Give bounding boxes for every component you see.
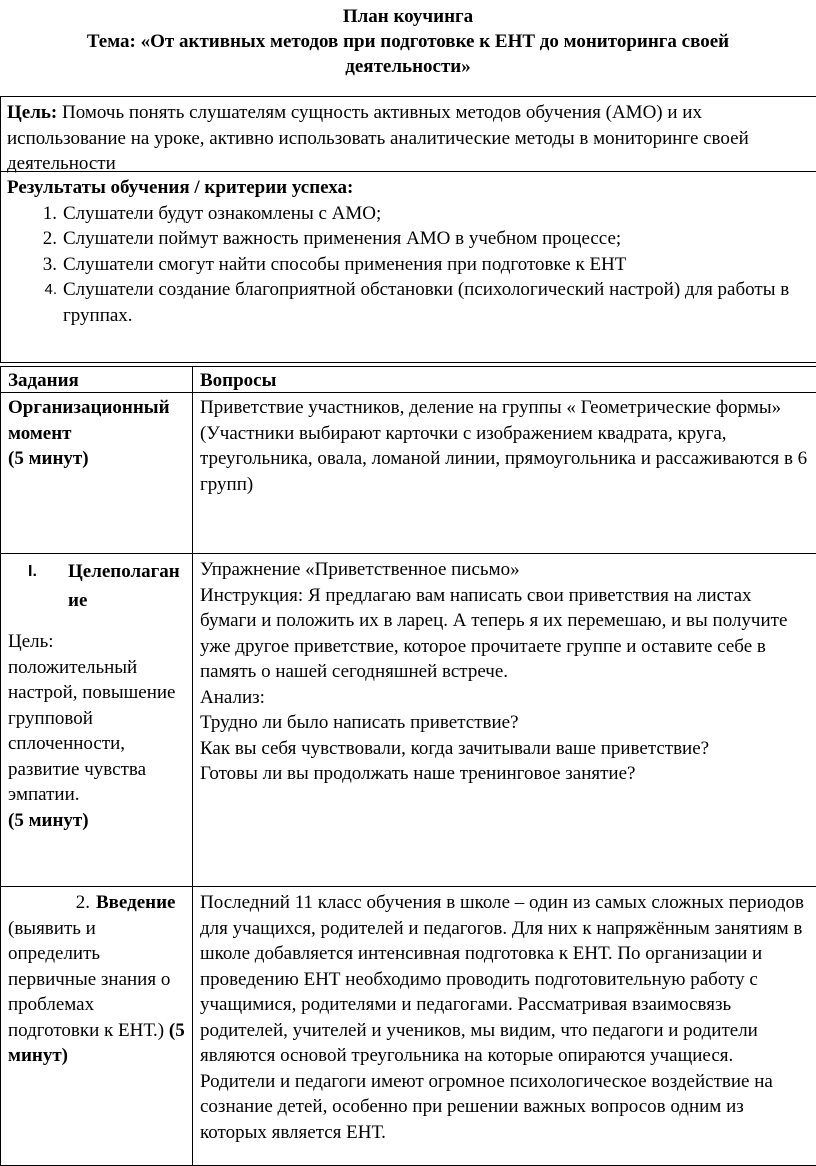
list-item-num: 4. xyxy=(44,281,57,298)
table-row-divider xyxy=(0,886,816,887)
exercise-instruction: Инструкция: Я предлагаю вам написать свои приветствия на листах бумаги и положить их в ларец. А теперь я их перемешаю, и вы получите уже другое приветствие, которое прочитаете группе и оставите себе в память о нашей сегодняшней встрече. xyxy=(200,584,788,682)
table-column-divider xyxy=(192,366,193,1166)
task-name: Целеполагание xyxy=(68,561,180,611)
task-name: Организационный момент xyxy=(8,397,170,444)
list-item-text: Слушатели поймут важность применения АМО в учебном процессе; xyxy=(63,228,622,249)
list-item-text: Слушатели создание благоприятной обстановки (психологический настрой) для работы в группах. xyxy=(63,279,790,326)
table-row-divider xyxy=(0,553,816,554)
table-row-task xyxy=(2,395,192,472)
list-item xyxy=(7,252,811,278)
plan-title: План коучинга xyxy=(342,6,474,27)
list-item-text: Слушатели смогут найти способы применения при подготовке к ЕНТ xyxy=(63,253,627,275)
task-time: (5 минут) xyxy=(8,448,89,469)
table-row-content xyxy=(194,557,816,787)
results-list xyxy=(7,201,811,329)
analysis-label: Анализ: xyxy=(200,686,265,708)
results-label: Результаты обучения / критерии успеха: xyxy=(7,177,354,198)
task-time: (5 минут) xyxy=(8,1019,185,1066)
table-header-questions: Вопросы xyxy=(200,370,277,391)
task-num: 2. xyxy=(75,892,90,913)
task-time: (5 минут) xyxy=(8,809,89,831)
results-box xyxy=(0,171,816,363)
list-item-text: Слушатели будут ознакомлены с АМО; xyxy=(63,202,382,224)
list-item xyxy=(7,277,811,328)
list-item-num: 1. xyxy=(42,202,57,224)
exercise-title: Упражнение «Приветственное письмо» xyxy=(200,559,520,580)
table-header-tasks: Задания xyxy=(8,370,79,391)
goal-text: Помочь понять слушателям сущность активных методов обучения (АМО) и их использование на уроке, активно использовать аналитические методы в мониторинге своей деятельности xyxy=(7,102,749,174)
table-row-task xyxy=(2,557,192,833)
analysis-question: Готовы ли вы продолжать наше тренинговое занятие? xyxy=(200,763,636,784)
list-item-num: 3. xyxy=(42,253,57,275)
task-num: I. xyxy=(28,563,37,580)
table-row-content: Последний 11 класс обучения в школе – один из самых сложных периодов для учащихся, родителей и педагогов. Для них к напряжённым занятиям в школе добавляется интенсивная подготовка к ЕНТ. По организации и проведению ЕНТ необходимо проводить подготовительную работу с учащимися, родителями и педагогами. Рассматривая взаимосвязь родителей, учителей и учеников, мы видим, что педагоги и родители являются основой треугольника на которые опираются учащиеся. Родители и педагоги имеют огромное психологическое воздействие на сознание детей, особенно при решении важных вопросов одним из которых является ЕНТ. xyxy=(200,892,804,1143)
task-heading xyxy=(8,890,186,916)
list-item-num: 2. xyxy=(42,228,57,249)
goal-label: Цель: xyxy=(7,102,58,123)
goal-box xyxy=(0,96,816,172)
table-row-content: Приветствие участников, деление на группы « Геометрические формы» (Участники выбирают карточки с изображением квадрата, круга, треугольника, овала, ломаной линии, прямоугольника и рассаживаются в 6 групп) xyxy=(200,397,808,495)
table-row-task xyxy=(2,890,192,1069)
task-description: (выявить и определить первичные знания о проблемах подготовки к ЕНТ.) xyxy=(8,917,171,1041)
task-heading xyxy=(8,557,186,615)
analysis-question: Трудно ли было написать приветствие? xyxy=(200,712,519,733)
list-item xyxy=(7,201,811,227)
list-item xyxy=(7,226,811,252)
theme-title-line1: Тема: «От активных методов при подготовке к ЕНТ до мониторинга своей xyxy=(86,31,730,52)
analysis-question: Как вы себя чувствовали, когда зачитывали ваше приветствие? xyxy=(200,737,710,759)
task-description: Цель: положительный настрой, повышение групповой сплоченности, развитие чувства эмпатии. xyxy=(8,631,176,805)
theme-title-line2: деятельности» xyxy=(345,56,471,77)
document-header xyxy=(0,4,816,79)
task-name: Введение xyxy=(96,892,176,913)
